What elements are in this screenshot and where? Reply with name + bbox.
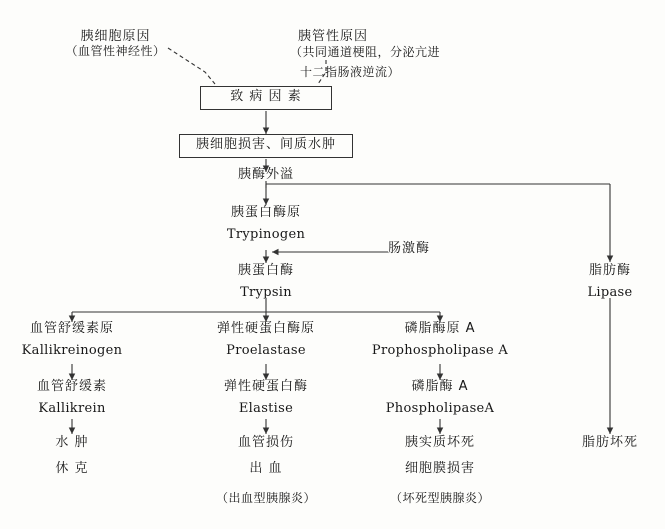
cause-pancreatic-duct: [208, 30, 458, 45]
enzyme-leak-label: 胰酶外溢: [237, 167, 294, 182]
trypsin-en-label: Trypsin: [240, 285, 292, 300]
membrane-injury-label: 细胞膜损害: [404, 461, 475, 476]
trypsin-cn-label: 胰蛋白酶: [237, 263, 294, 278]
trypsinogen-cn-label: 胰蛋白酶原: [230, 205, 301, 220]
vessel-injury-label: 血管损伤: [237, 435, 294, 450]
cause-pancreatic-duct-line1: 胰管性原因: [297, 29, 368, 44]
prophospholipase-en-label: Prophospholipase A: [371, 343, 509, 358]
kallikreinogen-en-label: Kallikreinogen: [21, 343, 123, 358]
cause-pancreatic-duct-line2: （共同通道梗阻，分泌亢进: [290, 45, 441, 59]
enterokinase-label: 肠激酶: [388, 241, 431, 256]
proelastase-cn-label: 弹性硬蛋白酶原: [216, 321, 315, 336]
lipase-en-label: Lipase: [587, 285, 633, 300]
fat-necrosis-label: 脂肪坏死: [581, 435, 638, 450]
edema-label: 水 肿: [55, 435, 89, 450]
elastase-en-label: Elastise: [238, 401, 294, 416]
necrotizing-pancreatitis-label: （坏死型胰腺炎）: [389, 491, 490, 505]
pathogenic-factor-box: 致 病 因 素: [200, 86, 332, 110]
prophospholipase-cn-label: 磷脂酶原 A: [404, 321, 476, 336]
trypsinogen-en-label: Trypinogen: [226, 227, 306, 242]
cause-pancreatic-cell: [58, 30, 173, 59]
kallikrein-cn-label: 血管舒缓素: [36, 379, 107, 394]
cause-pancreatic-duct-line3: 十二指肠液逆流）: [300, 65, 401, 79]
phospholipase-cn-label: 磷脂酶 A: [411, 379, 469, 394]
elastase-cn-label: 弹性硬蛋白酶: [223, 379, 308, 394]
cause-pancreatic-cell-line1: 胰细胞原因: [80, 29, 151, 44]
kallikrein-en-label: Kallikrein: [38, 401, 106, 416]
lipase-cn-label: 脂肪酶: [588, 263, 631, 278]
cell-injury-box: 胰细胞损害、间质水肿: [179, 134, 353, 158]
kallikreinogen-cn-label: 血管舒缓素原: [29, 321, 114, 336]
shock-label: 休 克: [55, 461, 89, 476]
cause-pancreatic-cell-line2: （血管性神经性）: [65, 43, 166, 58]
bleeding-label: 出 血: [249, 461, 283, 476]
proelastase-en-label: Proelastase: [226, 343, 306, 358]
phospholipase-en-label: PhospholipaseA: [385, 401, 495, 416]
parenchymal-necrosis-label: 胰实质坏死: [404, 435, 475, 450]
hemorrhagic-pancreatitis-label: （出血型胰腺炎）: [215, 491, 316, 505]
